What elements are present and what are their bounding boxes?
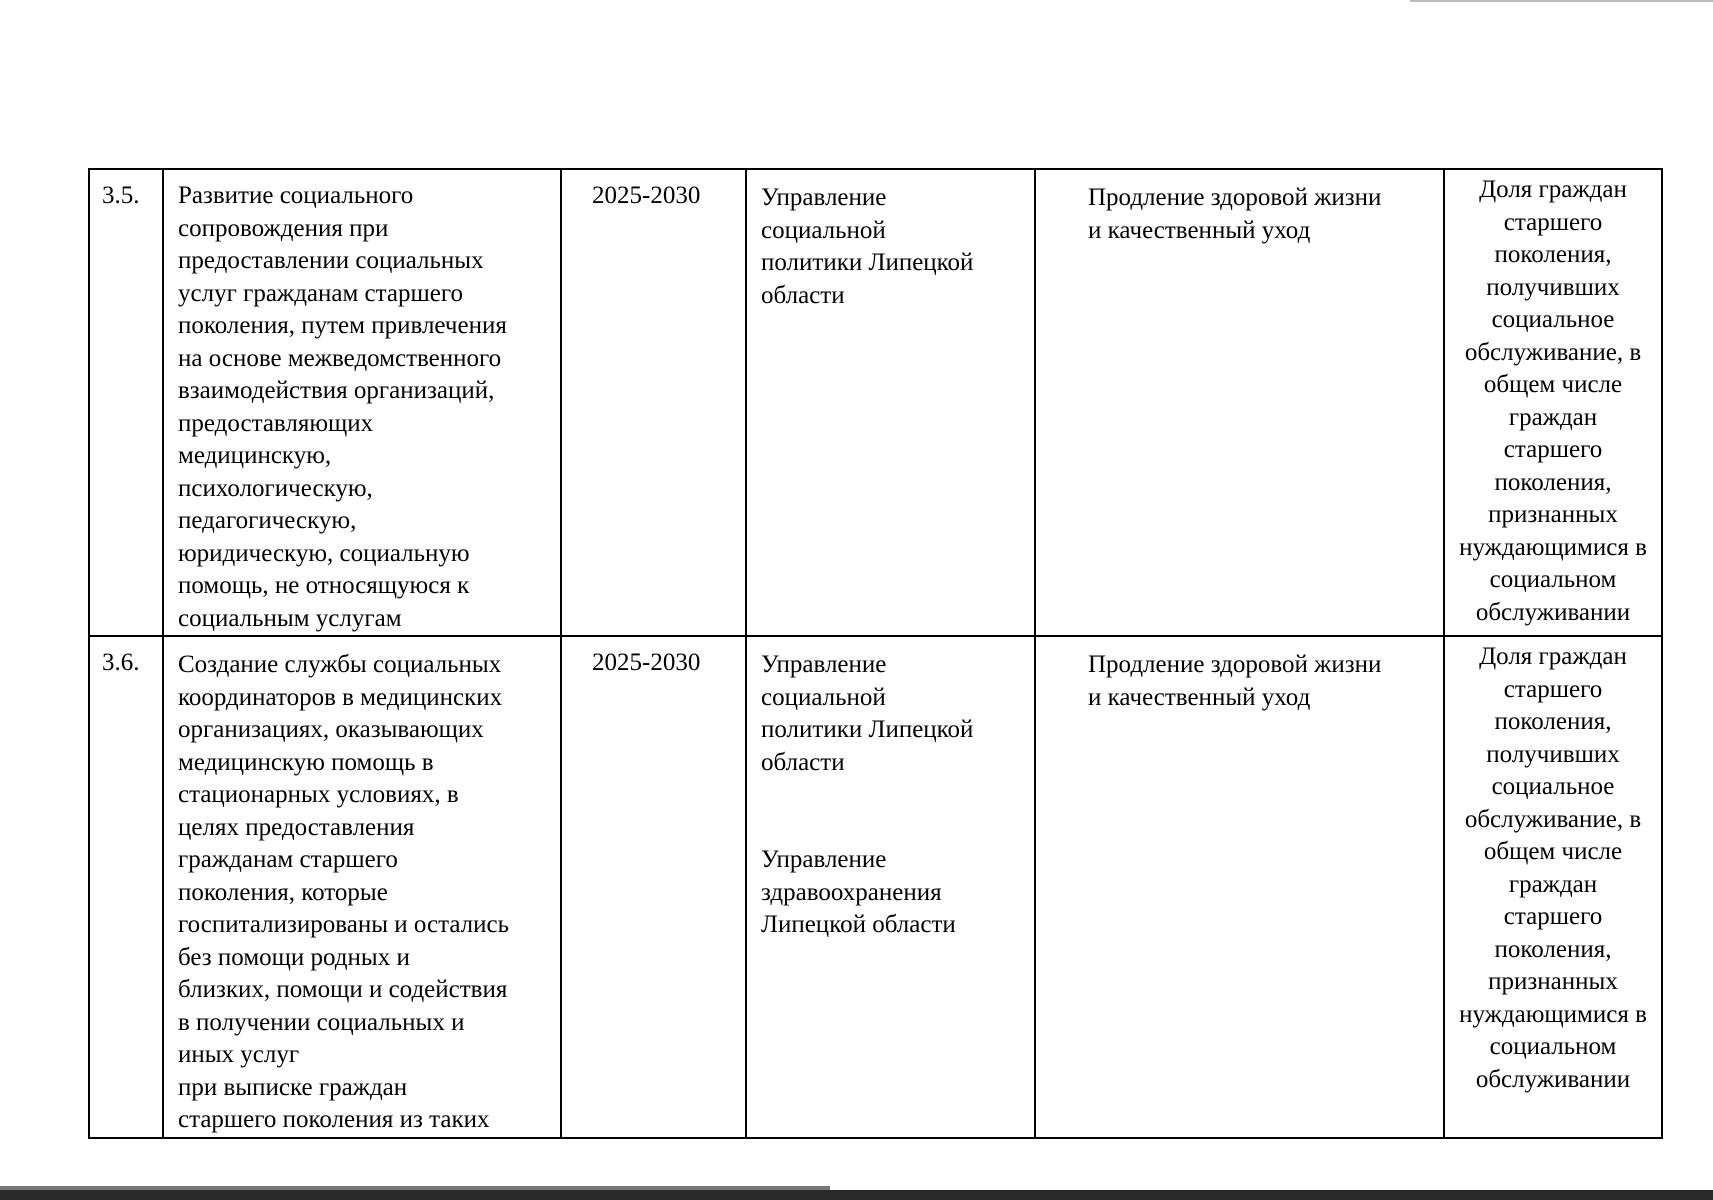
goal: Продление здоровой жизни и качественный уход [1088,651,1382,711]
row-number: 3.5. [102,182,140,209]
measures-table [88,168,1663,1139]
measure-name-cell [163,636,561,1138]
measure-name: Создание службы социальных координаторов в медицинских организациях, оказывающих медицинскую помощь в стационарных условиях, в целях предоставления гражданам старшего поколения, которые госпитализированы и остались без помощи родных и близких, помощи и содействия в получении социальных и иных услуг при выписке граждан старшего поколения из таких [178,651,510,1133]
table-row [89,169,1662,636]
executor-cell [746,169,1035,636]
table-row [89,636,1662,1138]
goal-cell [1035,169,1444,636]
scan-edge-top [1410,0,1713,2]
period: 2025-2030 [592,182,701,209]
row-number-cell [89,169,163,636]
scan-edge-bottom [0,1190,1713,1200]
period-cell [561,169,746,636]
goal-cell [1035,636,1444,1138]
indicator-cell [1444,636,1662,1138]
period: 2025-2030 [592,649,701,676]
indicator-cell [1444,169,1662,636]
indicator: Доля граждан старшего поколения, получивших социальное обслуживание, в общем числе граждан старшего поколения, признанных нуждающимися в социальном обслуживании [1459,643,1647,1093]
executor-cell [746,636,1035,1138]
measure-name-cell [163,169,561,636]
row-number-cell [89,636,163,1138]
executor: Управление социальной политики Липецкой области Управление здравоохранения Липецкой области [761,651,974,938]
executor: Управление социальной политики Липецкой области [761,184,974,309]
row-number: 3.6. [102,649,140,676]
period-cell [561,636,746,1138]
indicator: Доля граждан старшего поколения, получивших социальное обслуживание, в общем числе граждан старшего поколения, признанных нуждающимися в социальном обслуживании [1459,176,1647,626]
goal: Продление здоровой жизни и качественный уход [1088,184,1382,244]
measure-name: Развитие социального сопровождения при предоставлении социальных услуг гражданам старшего поколения, путем привлечения на основе межведомственного взаимодействия организаций, предоставляющих медицинскую, психологическую, педагогическую, юридическую, социальную помощь, не относящуюся к социальным услугам [178,182,507,632]
